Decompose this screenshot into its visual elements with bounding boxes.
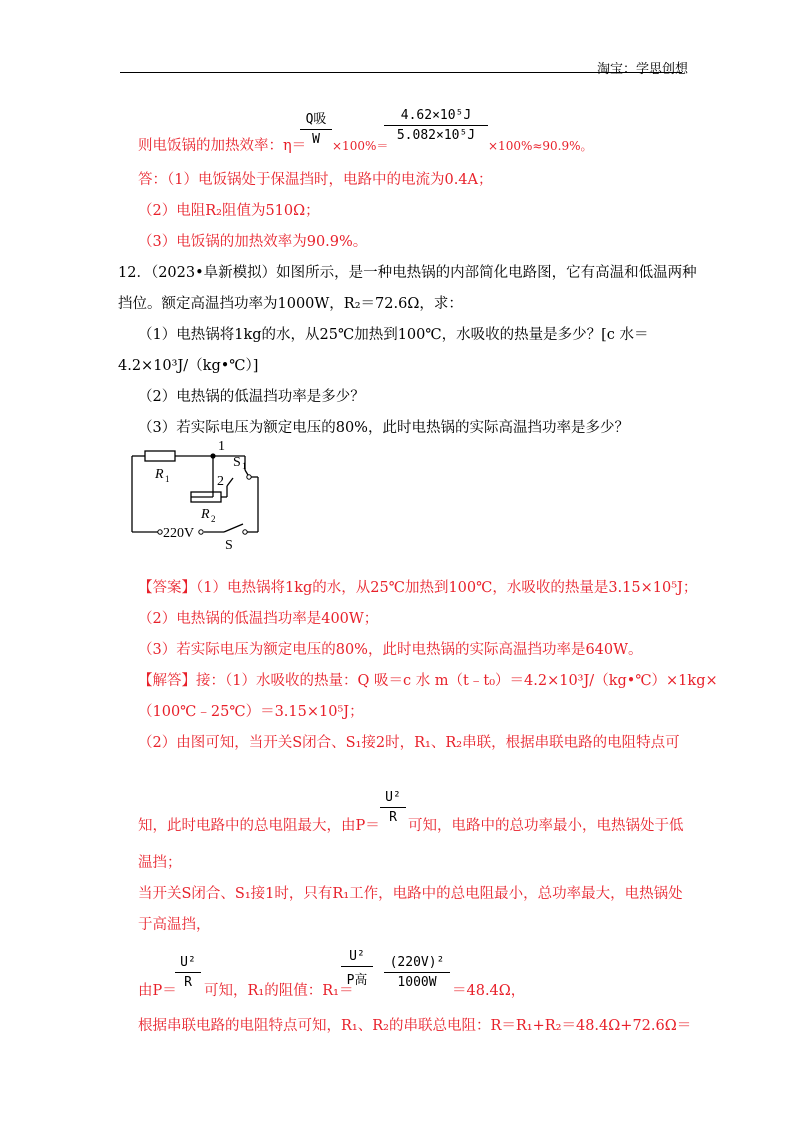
fraction-bar bbox=[384, 972, 450, 973]
fraction-numerator: U² bbox=[180, 955, 196, 970]
solution-line-7: 于高温挡， bbox=[138, 917, 211, 933]
solution-line-8-mid: 可知，R₁的阻值：R₁＝ bbox=[204, 983, 354, 999]
circuit-diagram bbox=[125, 436, 275, 554]
efficiency-fraction-2 bbox=[384, 108, 488, 143]
circuit-label-1: 1 bbox=[218, 439, 225, 454]
solution-line-3: （2）由图可知，当开关S闭合、S₁接2时，R₁、R₂串联，根据串联电路的电阻特点可 bbox=[138, 735, 680, 751]
solution-line-4-prefix: 知，此时电路中的总电阻最大，由P＝ bbox=[138, 818, 380, 834]
answer-line-3: （3）若实际电压为额定电压的80%，此时电热锅的实际高温挡功率是640W。 bbox=[138, 642, 643, 658]
header-divider bbox=[120, 72, 682, 73]
solution-fraction-power bbox=[380, 790, 406, 825]
switch-s-contact bbox=[243, 530, 247, 534]
efficiency-suffix: ×100%≈90.9%。 bbox=[488, 139, 593, 153]
question-part-2: （2）电热锅的低温挡功率是多少？ bbox=[138, 389, 365, 405]
solution-fraction-p bbox=[175, 955, 201, 990]
answer-prev-2: （2）电阻R₂阻值为510Ω； bbox=[138, 203, 320, 219]
fraction-denominator: W bbox=[312, 132, 320, 147]
fraction-denominator: 1000W bbox=[397, 975, 437, 990]
circuit-label-r2: R bbox=[201, 507, 210, 522]
fraction-numerator: (220V)² bbox=[389, 955, 445, 970]
resistor-r1-body bbox=[145, 451, 175, 461]
question-line-2: 挡位。额定高温挡功率为1000W，R₂＝72.6Ω，求： bbox=[118, 296, 463, 312]
efficiency-mid: ×100%＝ bbox=[332, 139, 389, 153]
solution-line-5: 温挡； bbox=[138, 855, 182, 871]
terminal-left bbox=[158, 530, 162, 534]
solution-line-1: 【解答】接：（1）水吸收的热量：Q 吸＝c 水 m（t﹣t₀）＝4.2×10³J/（kg•℃）×1kg× bbox=[138, 673, 718, 689]
fraction-numerator: Q吸 bbox=[305, 112, 327, 127]
fraction-denominator: R bbox=[389, 810, 397, 825]
fraction-bar bbox=[175, 972, 201, 973]
solution-line-2: （100℃﹣25℃）＝3.15×10⁵J； bbox=[138, 704, 364, 720]
efficiency-prefix: 则电饭锅的加热效率：η＝ bbox=[138, 138, 307, 154]
solution-line-4-suffix: 可知，电路中的总功率最小，电热锅处于低 bbox=[408, 818, 684, 834]
solution-fraction-value bbox=[384, 955, 450, 990]
fraction-denominator: R bbox=[184, 975, 192, 990]
switch-s1-contact bbox=[247, 475, 251, 479]
circuit-label-s1: S bbox=[233, 455, 241, 470]
circuit-label-s1-sub: 1 bbox=[242, 461, 247, 471]
circuit-label-voltage: 220V bbox=[163, 526, 195, 541]
solution-line-8-suffix: ＝48.4Ω， bbox=[452, 983, 526, 999]
question-part-1-line-2: 4.2×10³J/（kg•℃）] bbox=[118, 358, 259, 374]
junction-node bbox=[210, 453, 215, 458]
answer-line-1: 【答案】（1）电热锅将1kg的水，从25℃加热到100℃，水吸收的热量是3.15×10⁵J； bbox=[138, 580, 698, 596]
fraction-denominator: 5.082×10⁵J bbox=[396, 128, 476, 143]
fraction-bar bbox=[300, 129, 332, 130]
fraction-bar bbox=[341, 966, 373, 967]
fraction-bar bbox=[384, 125, 488, 126]
answer-prev-1: 答：（1）电饭锅处于保温挡时，电路中的电流为0.4A； bbox=[138, 172, 493, 188]
fraction-numerator: 4.62×10⁵J bbox=[400, 108, 472, 123]
terminal-right bbox=[199, 530, 203, 534]
question-part-3: （3）若实际电压为额定电压的80%，此时电热锅的实际高温挡功率是多少？ bbox=[138, 420, 629, 436]
fraction-bar bbox=[380, 807, 406, 808]
header-shop-name: 淘宝：学思创想 bbox=[596, 62, 688, 77]
circuit-label-r2-sub: 2 bbox=[211, 514, 216, 524]
answer-prev-3: （3）电饭锅的加热效率为90.9%。 bbox=[138, 234, 368, 250]
fraction-numerator: U² bbox=[349, 949, 365, 964]
circuit-label-r1: R bbox=[155, 467, 164, 482]
fraction-denominator: P高 bbox=[346, 973, 368, 988]
solution-line-6: 当开关S闭合、S₁接1时，只有R₁工作，电路中的总电阻最小，总功率最大，电热锅处 bbox=[138, 886, 683, 902]
answer-line-2: （2）电热锅的低温挡功率是400W； bbox=[138, 611, 379, 627]
circuit-label-r1-sub: 1 bbox=[165, 474, 170, 484]
circuit-label-2: 2 bbox=[217, 474, 224, 489]
solution-line-8-prefix: 由P＝ bbox=[138, 983, 177, 999]
question-line-1: 12．（2023•阜新模拟）如图所示，是一种电热锅的内部简化电路图，它有高温和低温两种 bbox=[118, 265, 697, 281]
question-part-1-line-1: （1）电热锅将1kg的水，从25℃加热到100℃，水吸收的热量是多少？[c 水＝ bbox=[138, 327, 649, 343]
solution-line-9: 根据串联电路的电阻特点可知，R₁、R₂的串联总电阻：R＝R₁+R₂＝48.4Ω+72.6Ω＝ bbox=[138, 1018, 692, 1034]
circuit-label-s: S bbox=[225, 538, 233, 553]
fraction-numerator: U² bbox=[385, 790, 401, 805]
